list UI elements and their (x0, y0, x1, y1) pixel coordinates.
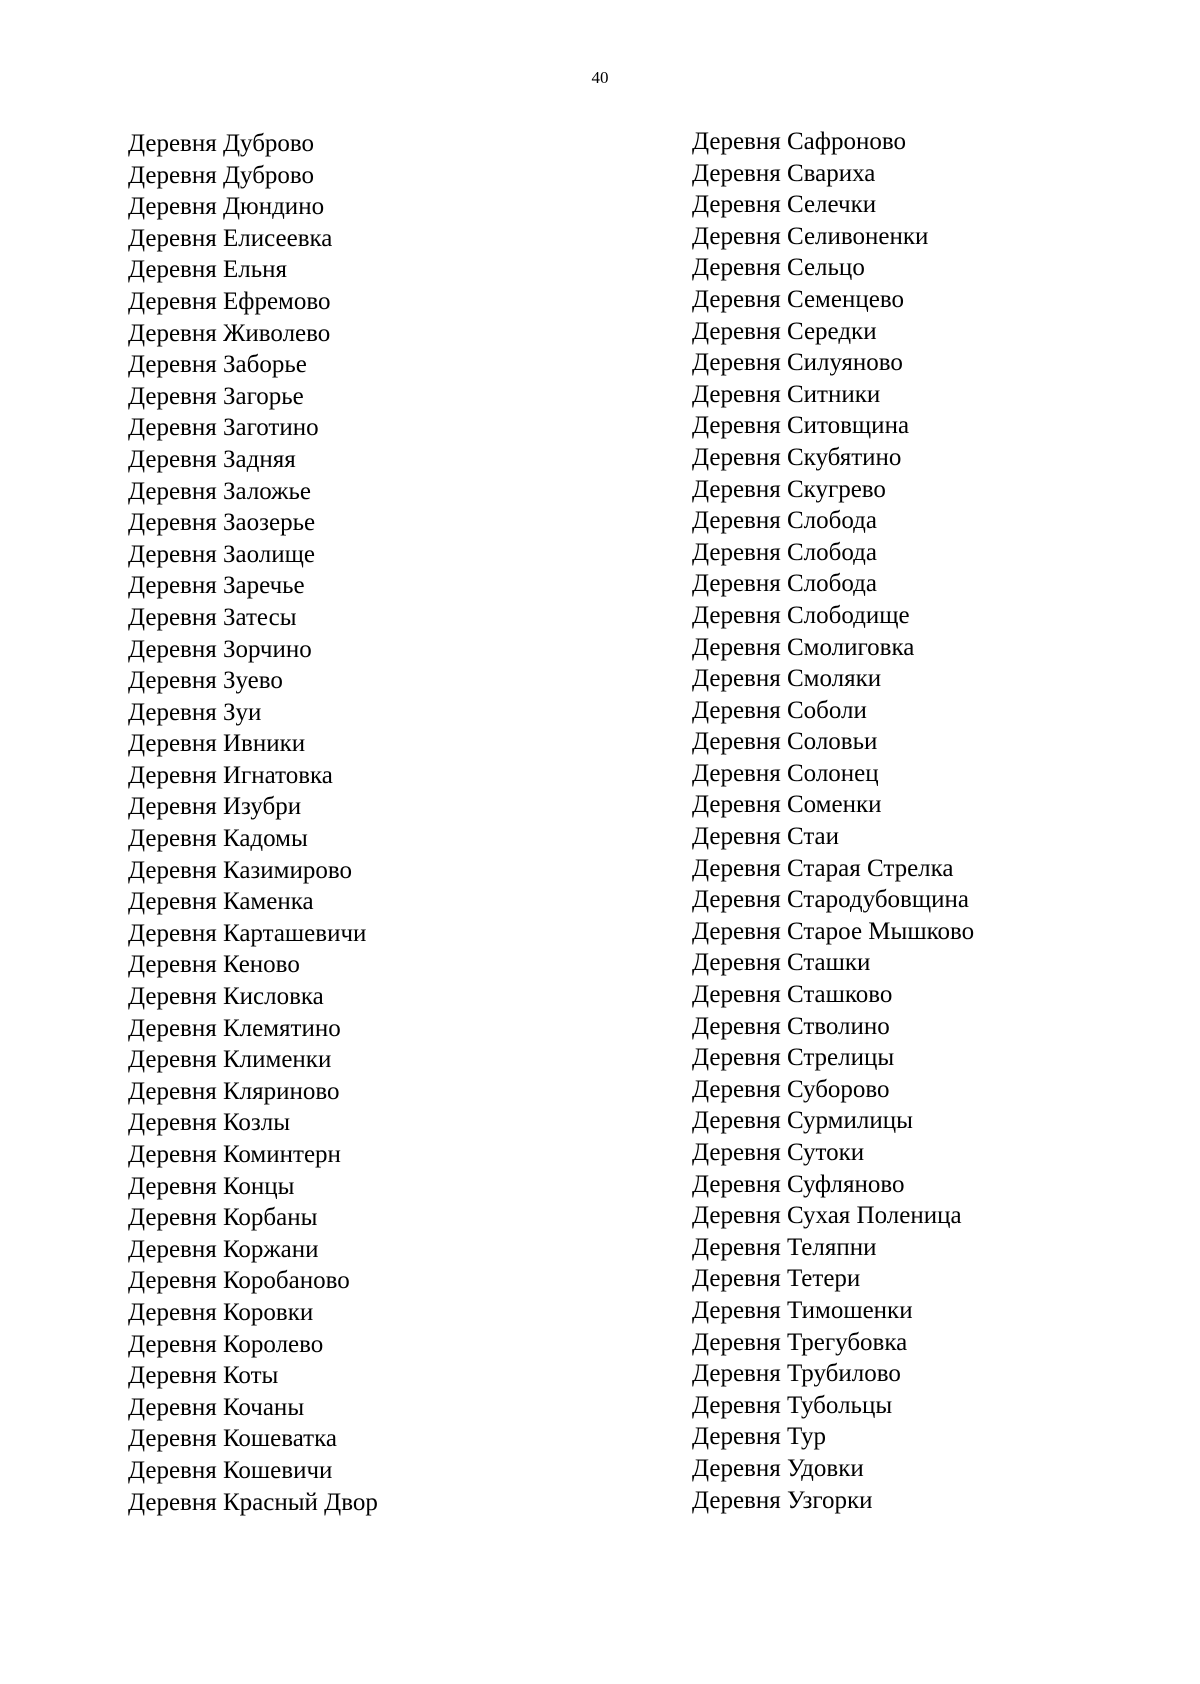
list-item: Деревня Тур (692, 1423, 827, 1451)
list-item: Деревня Соменки (692, 791, 882, 819)
list-item: Деревня Слобода (692, 507, 877, 535)
list-item: Деревня Заготино (128, 414, 319, 442)
list-item: Деревня Карташевичи (128, 919, 367, 947)
page-number: 40 (591, 68, 609, 87)
list-item: Деревня Старое Мышково (692, 917, 975, 945)
list-item: Деревня Слобода (692, 570, 877, 598)
list-item: Деревня Кисловка (128, 983, 324, 1011)
list-item: Деревня Свариха (692, 159, 876, 187)
list-item: Деревня Зуи (128, 698, 262, 726)
list-item: Деревня Суфляново (692, 1170, 905, 1198)
list-item: Деревня Стрелицы (692, 1044, 895, 1072)
list-item: Деревня Теляпни (692, 1233, 877, 1261)
list-item: Деревня Ивники (128, 730, 306, 758)
list-item: Деревня Сафроново (692, 128, 906, 155)
list-item: Деревня Тетери (692, 1265, 861, 1293)
list-item: Деревня Кошеватка (128, 1425, 337, 1453)
list-item: Деревня Коржани (128, 1235, 319, 1263)
list-item: Деревня Смоляки (692, 665, 882, 693)
list-item: Деревня Трегубовка (692, 1328, 908, 1356)
list-item: Деревня Кадомы (128, 825, 308, 853)
list-item: Деревня Ельня (128, 256, 288, 284)
list-item: Деревня Коминтерн (128, 1141, 341, 1168)
list-item: Деревня Селечки (692, 191, 877, 219)
list-item: Деревня Задняя (128, 445, 296, 473)
list-item: Деревня Слободище (692, 601, 910, 629)
list-item: Деревня Соловьи (692, 728, 878, 756)
list-item: Деревня Ситовщина (692, 412, 910, 440)
list-item: Деревня Скубятино (692, 443, 902, 471)
list-item: Деревня Смолиговка (692, 633, 915, 661)
list-item: Деревня Дуброво (128, 130, 315, 157)
list-item: Деревня Зуево (128, 667, 283, 695)
list-item: Деревня Козлы (128, 1109, 291, 1137)
list-item: Деревня Корбаны (128, 1204, 318, 1232)
list-item: Деревня Старая Стрелка (692, 854, 954, 882)
list-item: Деревня Семенцево (692, 285, 904, 313)
list-item: Деревня Сутоки (692, 1139, 865, 1166)
list-item: Деревня Игнатовка (128, 761, 333, 789)
list-item: Деревня Удовки (692, 1454, 864, 1482)
list-item: Деревня Сухая Поленица (692, 1202, 962, 1230)
list-item: Деревня Зорчино (128, 635, 312, 663)
list-item: Деревня Коты (128, 1362, 279, 1390)
list-item: Деревня Коровки (128, 1298, 314, 1326)
list-item: Деревня Сташково (692, 981, 893, 1009)
list-item: Деревня Стаи (692, 823, 840, 851)
list-item: Деревня Заборье (128, 351, 307, 379)
list-item: Деревня Трубилово (692, 1360, 901, 1388)
list-item: Деревня Кеново (128, 951, 300, 979)
list-item: Деревня Узгорки (692, 1486, 873, 1514)
right-column-list (692, 126, 1172, 1516)
list-item: Деревня Солонец (692, 759, 879, 787)
list-item: Деревня Заозерье (128, 509, 316, 537)
list-item: Деревня Соболи (692, 696, 867, 724)
list-item: Деревня Силуяново (692, 349, 903, 377)
list-item: Деревня Живолево (128, 319, 331, 347)
left-column-list (128, 128, 648, 1518)
list-item: Деревня Тимошенки (692, 1296, 913, 1324)
list-item: Деревня Ефремово (128, 287, 331, 315)
list-item: Деревня Концы (128, 1172, 295, 1200)
list-item: Деревня Загорье (128, 382, 304, 410)
list-item: Деревня Кляриново (128, 1077, 340, 1105)
list-item: Деревня Изубри (128, 793, 302, 821)
list-item: Деревня Елисеевка (128, 224, 333, 252)
list-item: Деревня Кочаны (128, 1393, 305, 1421)
list-item: Деревня Дуброво (128, 161, 315, 189)
list-item: Деревня Клемятино (128, 1014, 341, 1042)
list-item: Деревня Слобода (692, 538, 877, 566)
list-item: Деревня Заолище (128, 540, 315, 568)
list-item: Деревня Середки (692, 317, 877, 345)
list-item: Деревня Стволино (692, 1012, 890, 1040)
list-item: Деревня Казимирово (128, 856, 353, 884)
list-item: Деревня Ситники (692, 380, 881, 408)
list-item: Деревня Дюндино (128, 193, 325, 221)
list-item: Деревня Королево (128, 1330, 324, 1358)
list-item: Деревня Клименки (128, 1046, 332, 1074)
list-item: Деревня Сурмилицы (692, 1107, 913, 1135)
list-item: Деревня Селивоненки (692, 222, 929, 250)
list-item: Деревня Заречье (128, 572, 305, 600)
list-item: Деревня Каменка (128, 888, 314, 916)
list-item: Деревня Тубольцы (692, 1391, 893, 1419)
list-item: Деревня Заложье (128, 477, 311, 505)
list-item: Деревня Кошевичи (128, 1456, 333, 1484)
list-item: Деревня Затесы (128, 603, 297, 631)
list-item: Деревня Скугрево (692, 475, 886, 503)
list-item: Деревня Суборово (692, 1075, 890, 1103)
list-item: Деревня Коробаново (128, 1267, 350, 1295)
list-item: Деревня Сташки (692, 949, 871, 977)
list-item: Деревня Стародубовщина (692, 886, 969, 914)
list-item: Деревня Сельцо (692, 254, 865, 282)
list-item: Деревня Красный Двор (128, 1488, 378, 1516)
